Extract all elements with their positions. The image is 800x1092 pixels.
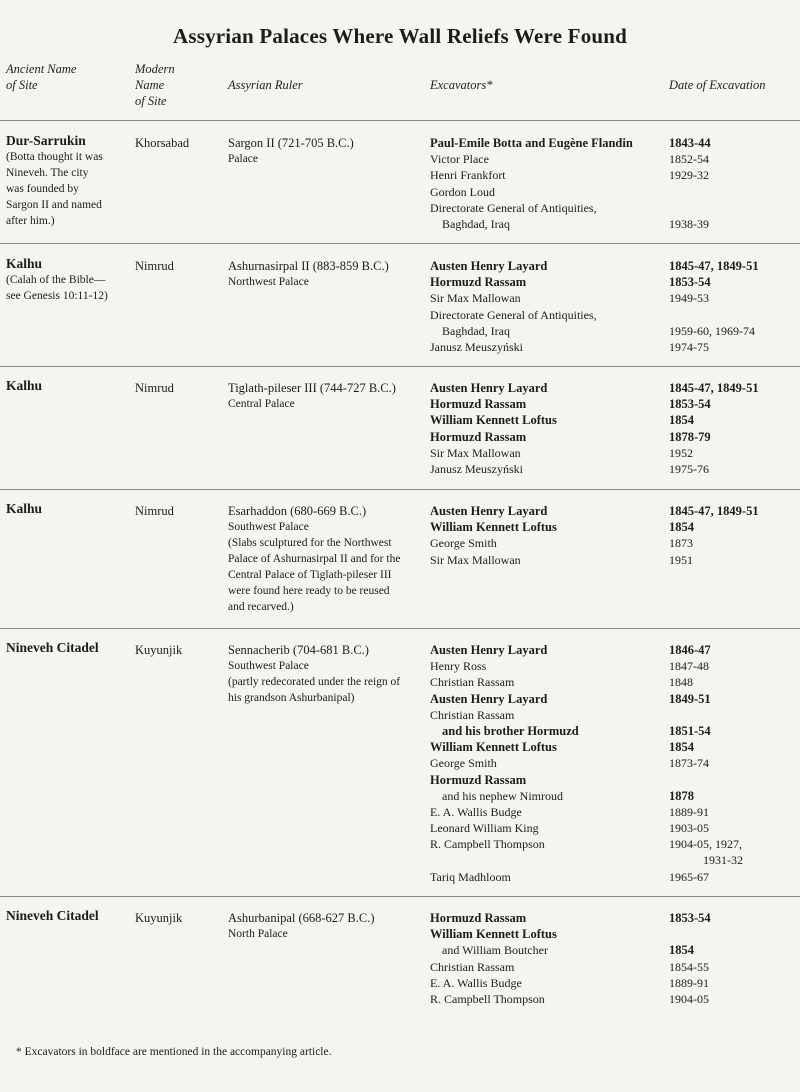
excavator-name: Henry Ross [430, 659, 487, 674]
ruler-name: Ashurbanipal (668-627 B.C.) [228, 911, 375, 925]
excavation-date [669, 926, 797, 942]
excavators-cell [430, 642, 662, 885]
excavator-name: Hormuzd Rassam [430, 911, 527, 925]
excavator-name: and his nephew Nimroud [442, 788, 563, 803]
excavators-cell [430, 380, 662, 477]
excavator-name: Janusz Meuszyński [430, 339, 523, 354]
excavator-name: Janusz Meuszyński [430, 461, 523, 476]
modern-name: Nimrud [135, 381, 174, 395]
ruler-note: Palace [228, 153, 259, 166]
ruler-note: Central Palace of Tiglath-pileser III [228, 569, 392, 582]
excavation-date: 1846-47 [669, 643, 711, 657]
excavation-date: 1904-05, 1927, [669, 837, 742, 852]
excavation-date: 1854 [669, 520, 694, 535]
ruler-note: his grandson Ashurbanipal) [228, 692, 355, 705]
excavation-date: 1931-32 [703, 853, 743, 868]
excavator-name: and his brother Hormuzd [442, 723, 579, 738]
site-cell [6, 501, 128, 517]
excavator-name: Tariq Madhloom [430, 869, 511, 884]
site-cell [6, 133, 128, 229]
excavation-date [669, 200, 797, 216]
header-line: Ancient Name [6, 62, 77, 76]
site-note: see Genesis 10:11-12) [6, 290, 108, 303]
row-divider [0, 489, 800, 490]
ruler-note: Southwest Palace [228, 660, 309, 673]
ruler-cell [228, 258, 424, 290]
excavator-name: R. Campbell Thompson [430, 991, 545, 1006]
excavator-name: Directorate General of Antiquities, [430, 307, 597, 322]
header-line: of Site [6, 78, 38, 93]
header-excavators: Excavators* [430, 78, 493, 92]
site-name: Kalhu [6, 378, 43, 393]
site-name: Dur-Sarrukin [6, 133, 86, 148]
excavation-date: 1949-53 [669, 291, 709, 306]
header-line: Modern [135, 62, 175, 76]
site-note: (Botta thought it was [6, 151, 103, 164]
modern-name: Kuyunjik [135, 911, 183, 925]
excavation-date: 1951 [669, 552, 693, 567]
excavator-name: Sir Max Mallowan [430, 445, 521, 460]
excavator-name: Austen Henry Layard [430, 643, 548, 657]
excavator-name: George Smith [430, 756, 497, 771]
site-name: Nineveh Citadel [6, 640, 99, 655]
excavator-name: George Smith [430, 536, 497, 551]
row-divider [0, 366, 800, 367]
ruler-cell [228, 503, 424, 615]
site-note: after him.) [6, 215, 55, 228]
ruler-note: (Slabs sculptured for the Northwest [228, 537, 392, 550]
excavation-date: 1903-05 [669, 821, 709, 836]
excavator-name: Victor Place [430, 152, 489, 167]
excavation-date: 1845-47, 1849-51 [669, 259, 759, 273]
excavator-name: Gordon Loud [430, 184, 495, 199]
dates-cell [669, 910, 797, 1007]
excavation-date: 1904-05 [669, 991, 709, 1006]
excavation-date: 1849-51 [669, 691, 711, 706]
ruler-cell [228, 135, 424, 167]
dates-cell [669, 258, 797, 355]
excavation-date: 1854 [669, 740, 694, 755]
excavators-cell [430, 910, 662, 1007]
site-cell [6, 640, 128, 656]
excavation-date: 1878 [669, 788, 694, 803]
excavation-date: 1889-91 [669, 804, 709, 819]
excavator-name: and William Boutcher [442, 943, 548, 958]
excavator-name: Christian Rassam [430, 707, 515, 722]
excavator-name: William Kennett Loftus [430, 413, 557, 428]
ruler-name: Ashurnasirpal II (883-859 B.C.) [228, 259, 389, 273]
ruler-note: North Palace [228, 928, 288, 941]
excavation-date: 1847-48 [669, 659, 709, 674]
excavation-date: 1854-55 [669, 959, 709, 974]
excavation-date: 1965-67 [669, 869, 709, 884]
ruler-cell [228, 910, 424, 942]
ruler-note: and recarved.) [228, 601, 294, 614]
site-cell [6, 908, 128, 924]
excavator-name: E. A. Wallis Budge [430, 804, 522, 819]
excavation-date: 1873-74 [669, 756, 709, 771]
excavation-date: 1852-54 [669, 152, 709, 167]
modern-name: Nimrud [135, 504, 174, 518]
header-line: of Site [135, 94, 167, 109]
excavator-name: Hormuzd Rassam [430, 772, 527, 787]
site-cell [6, 378, 128, 394]
site-name: Nineveh Citadel [6, 908, 99, 923]
excavation-date: 1845-47, 1849-51 [669, 381, 759, 395]
excavator-name: Austen Henry Layard [430, 381, 548, 395]
excavation-date [669, 184, 797, 200]
excavator-name [430, 852, 662, 868]
excavator-name: Leonard William King [430, 821, 539, 836]
excavator-name: William Kennett Loftus [430, 740, 557, 755]
excavator-name: R. Campbell Thompson [430, 837, 545, 852]
row-divider [0, 243, 800, 244]
modern-name: Kuyunjik [135, 643, 183, 657]
dates-cell [669, 380, 797, 477]
excavation-date: 1848 [669, 675, 693, 690]
excavation-date [669, 307, 797, 323]
excavation-date: 1974-75 [669, 339, 709, 354]
dates-cell [669, 503, 797, 568]
ruler-note: were found here ready to be reused [228, 585, 390, 598]
excavator-name: William Kennett Loftus [430, 520, 557, 535]
excavation-date: 1854 [669, 943, 694, 958]
excavators-cell [430, 258, 662, 355]
excavator-name: Henri Frankfort [430, 168, 506, 183]
header-ruler: Assyrian Ruler [228, 78, 303, 92]
site-name: Kalhu [6, 256, 43, 271]
excavator-name: Christian Rassam [430, 959, 515, 974]
excavator-name: Directorate General of Antiquities, [430, 200, 597, 215]
excavation-date: 1853-54 [669, 911, 711, 925]
dates-cell [669, 642, 797, 885]
excavation-date [669, 707, 797, 723]
excavation-date: 1938-39 [669, 216, 709, 231]
excavation-date: 1851-54 [669, 723, 711, 738]
ruler-name: Sargon II (721-705 B.C.) [228, 136, 354, 150]
site-note: Sargon II and named [6, 199, 102, 212]
excavator-name: E. A. Wallis Budge [430, 975, 522, 990]
excavator-name: Sir Max Mallowan [430, 291, 521, 306]
excavator-name: Austen Henry Layard [430, 259, 548, 273]
excavation-date: 1843-44 [669, 136, 711, 150]
excavator-name: Christian Rassam [430, 675, 515, 690]
site-note: Nineveh. The city [6, 167, 89, 180]
site-note: (Calah of the Bible— [6, 274, 106, 287]
excavator-name: Baghdad, Iraq [442, 323, 510, 338]
ruler-note: Central Palace [228, 398, 295, 411]
ruler-cell [228, 642, 424, 706]
header-line: Name [135, 78, 165, 93]
ruler-note: Southwest Palace [228, 521, 309, 534]
excavator-name: Hormuzd Rassam [430, 397, 527, 412]
excavator-name: Baghdad, Iraq [442, 216, 510, 231]
excavator-name: Hormuzd Rassam [430, 429, 527, 444]
dates-cell [669, 135, 797, 232]
excavation-date: 1845-47, 1849-51 [669, 504, 759, 518]
modern-name: Nimrud [135, 259, 174, 273]
site-name: Kalhu [6, 501, 43, 516]
ruler-note: Northwest Palace [228, 276, 309, 289]
ruler-note: Palace of Ashurnasirpal II and for the [228, 553, 401, 566]
row-divider [0, 120, 800, 121]
excavation-date: 1975-76 [669, 461, 709, 476]
excavator-name: Paul-Emile Botta and Eugène Flandin [430, 136, 633, 150]
excavation-date: 1889-91 [669, 975, 709, 990]
modern-name: Khorsabad [135, 136, 190, 150]
site-cell [6, 256, 128, 304]
excavator-name: Hormuzd Rassam [430, 275, 527, 290]
excavator-name: William Kennett Loftus [430, 927, 557, 942]
header-modern-name [135, 61, 175, 110]
header-ancient-name [6, 61, 76, 93]
excavation-date: 1873 [669, 536, 693, 551]
ruler-name: Tiglath-pileser III (744-727 B.C.) [228, 381, 396, 395]
excavation-date: 1878-79 [669, 429, 711, 444]
site-note: was founded by [6, 183, 79, 196]
excavators-cell [430, 503, 662, 568]
ruler-name: Sennacherib (704-681 B.C.) [228, 643, 369, 657]
ruler-note: (partly redecorated under the reign of [228, 676, 401, 689]
excavators-cell [430, 135, 662, 232]
excavation-date: 1854 [669, 413, 694, 428]
excavator-name: Austen Henry Layard [430, 691, 548, 706]
excavation-date: 1853-54 [669, 397, 711, 412]
excavation-date: 1853-54 [669, 275, 711, 290]
ruler-cell [228, 380, 424, 412]
footnote: * Excavators in boldface are mentioned in the accompanying article. [16, 1046, 332, 1058]
excavation-date: 1952 [669, 445, 693, 460]
header-date: Date of Excavation [669, 78, 766, 92]
excavator-name: Austen Henry Layard [430, 504, 548, 518]
row-divider [0, 628, 800, 629]
excavation-date [669, 772, 797, 788]
excavation-date: 1929-32 [669, 168, 709, 183]
ruler-name: Esarhaddon (680-669 B.C.) [228, 504, 367, 518]
page-title: Assyrian Palaces Where Wall Reliefs Were Found [172, 24, 628, 48]
excavation-date: 1959-60, 1969-74 [669, 323, 755, 338]
excavator-name: Sir Max Mallowan [430, 552, 521, 567]
row-divider [0, 896, 800, 897]
